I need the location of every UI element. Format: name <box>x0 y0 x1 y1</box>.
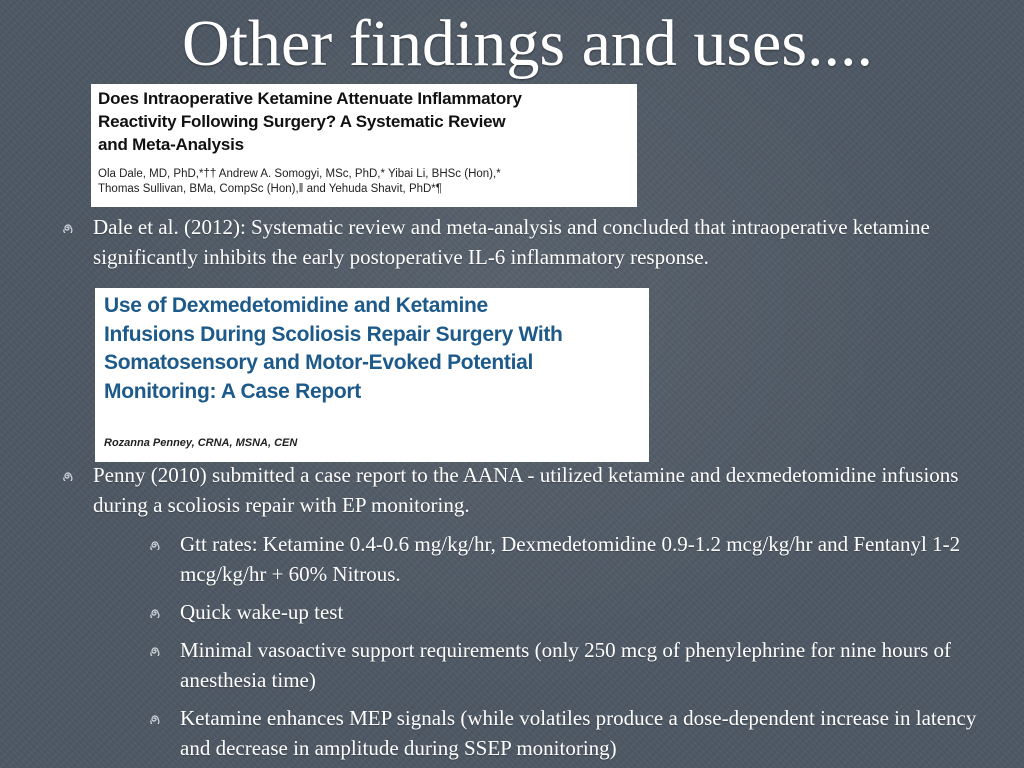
spiral-bullet-icon <box>150 714 160 724</box>
bullet-text: Dale et al. (2012): Systematic review and meta-analysis and concluded that intraoperative ketamine significantly inhibits the early postoperative IL-6 inflammatory response. <box>93 215 930 269</box>
sub-bullet-mep-signals <box>180 703 1000 763</box>
sub-bullet-wake-up-test <box>180 597 1000 627</box>
sub-bullet-gtt-rates <box>180 529 1000 589</box>
bullet-text: Minimal vasoactive support requirements (only 250 mcg of phenylephrine for nine hours of anesthesia time) <box>180 638 951 692</box>
spiral-bullet-icon <box>150 608 160 618</box>
spiral-bullet-icon <box>63 223 73 233</box>
spiral-bullet-icon <box>63 471 73 481</box>
article-clipping-penney <box>95 288 649 462</box>
slide-title: Other findings and uses.... <box>181 7 874 80</box>
bullet-text: Quick wake-up test <box>180 600 344 624</box>
article-authors: Ola Dale, MD, PhD,*†† Andrew A. Somogyi, MSc, PhD,* Yibai Li, BHSc (Hon),* Thomas Sullivan, BMa, CompSc (Hon),‖ and Yehuda Shavit, PhD*¶ <box>98 168 501 195</box>
bullet-item-dale <box>93 212 1013 272</box>
bullet-text: Penny (2010) submitted a case report to the AANA - utilized ketamine and dexmedetomidine infusions during a scoliosis repair with EP monitoring. <box>93 463 959 517</box>
spiral-bullet-icon <box>150 646 160 656</box>
article-clipping-dale <box>91 84 637 207</box>
article-authors: Rozanna Penney, CRNA, MSNA, CEN <box>104 437 298 449</box>
bullet-text: Gtt rates: Ketamine 0.4-0.6 mg/kg/hr, Dexmedetomidine 0.9-1.2 mcg/kg/hr and Fentanyl 1-2 mcg/kg/hr + 60% Nitrous. <box>180 532 961 586</box>
bullet-text: Ketamine enhances MEP signals (while volatiles produce a dose-dependent increase in latency and decrease in amplitude during SSEP monitoring) <box>180 706 977 760</box>
article-title: Use of Dexmedetomidine and Ketamine Infusions During Scoliosis Repair Surgery With Somatosensory and Motor-Evoked Potential Monitoring: A Case Report <box>104 294 563 403</box>
bullet-item-penny <box>93 460 993 520</box>
spiral-bullet-icon <box>150 540 160 550</box>
sub-bullet-vasoactive <box>180 635 1000 695</box>
article-title: Does Intraoperative Ketamine Attenuate Inflammatory Reactivity Following Surgery? A Systematic Review and Meta-Analysis <box>98 89 522 154</box>
